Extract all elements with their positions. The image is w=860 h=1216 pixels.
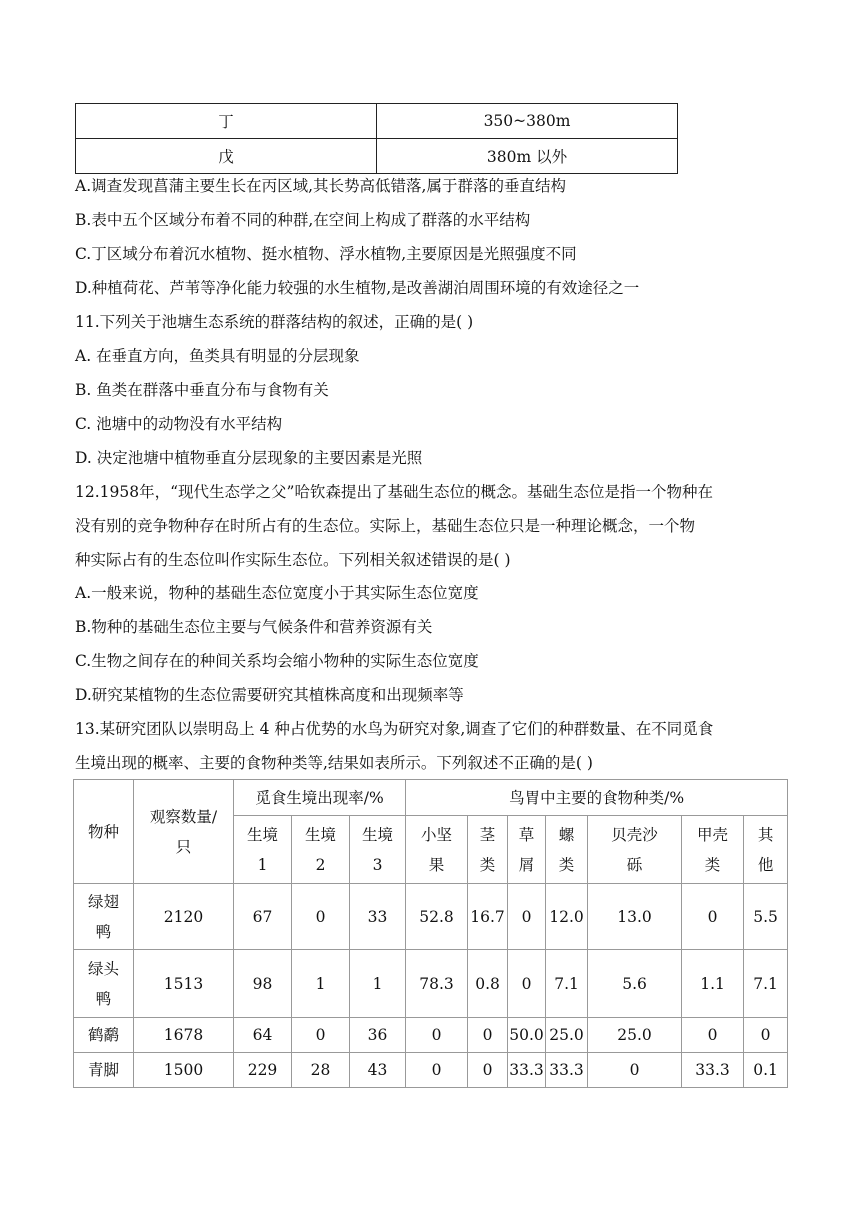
habitat-cell: 0 [292, 1018, 350, 1053]
range-cell: 380m 以外 [377, 139, 678, 174]
question-13-line-2: 生境出现的概率、主要的食物种类等,结果如表所示。下列叙述不正确的是( ) [75, 754, 593, 772]
food-cell: 7.1 [546, 950, 588, 1018]
habitat-cell: 67 [234, 884, 292, 950]
option-a-q12: A.一般来说，物种的基础生态位宽度小于其实际生态位宽度 [75, 584, 479, 602]
table-row [76, 104, 678, 139]
header-food-group: 鸟胃中主要的食物种类/% [406, 780, 788, 816]
food-cell: 0 [508, 884, 546, 950]
food-cell: 5.6 [588, 950, 682, 1018]
habitat-cell: 43 [350, 1053, 406, 1088]
food-cell: 52.8 [406, 884, 468, 950]
option-b-q12: B.物种的基础生态位主要与气候条件和营养资源有关 [75, 618, 433, 636]
header-food: 甲壳类 [682, 816, 744, 884]
food-cell: 0 [744, 1018, 788, 1053]
region-cell: 戊 [76, 139, 377, 174]
waterbird-table [73, 779, 788, 1088]
habitat-cell: 229 [234, 1053, 292, 1088]
question-13-line-1: 13.某研究团队以崇明岛上 4 种占优势的水鸟为研究对象,调查了它们的种群数量、在不同觅食 [75, 720, 714, 738]
count-cell: 2120 [134, 884, 234, 950]
header-food: 贝壳沙砾 [588, 816, 682, 884]
food-cell: 7.1 [744, 950, 788, 1018]
question-12-line-2: 没有别的竞争物种存在时所占有的生态位。实际上，基础生态位只是一种理论概念，一个物 [75, 517, 696, 535]
food-cell: 50.0 [508, 1018, 546, 1053]
table-row [74, 950, 788, 1018]
food-cell: 1.1 [682, 950, 744, 1018]
species-cell: 绿头鸭 [74, 950, 134, 1018]
species-cell: 绿翅鸭 [74, 884, 134, 950]
food-cell: 78.3 [406, 950, 468, 1018]
food-cell: 5.5 [744, 884, 788, 950]
food-cell: 0 [588, 1053, 682, 1088]
option-c-q10: C.丁区域分布着沉水植物、挺水植物、浮水植物,主要原因是光照强度不同 [75, 245, 577, 263]
food-cell: 0 [468, 1053, 508, 1088]
question-12-line-3: 种实际占有的生态位叫作实际生态位。下列相关叙述错误的是( ) [75, 551, 511, 569]
header-habitat: 生境3 [350, 816, 406, 884]
food-cell: 12.0 [546, 884, 588, 950]
option-a-q11: A. 在垂直方向，鱼类具有明显的分层现象 [75, 347, 360, 365]
header-food: 小坚果 [406, 816, 468, 884]
food-cell: 0 [682, 884, 744, 950]
option-b-q11: B. 鱼类在群落中垂直分布与食物有关 [75, 381, 329, 399]
food-cell: 0.1 [744, 1053, 788, 1088]
food-cell: 0 [406, 1018, 468, 1053]
table-header-row [74, 780, 788, 816]
region-cell: 丁 [76, 104, 377, 139]
species-cell: 鹤鹬 [74, 1018, 134, 1053]
table-row [76, 139, 678, 174]
header-food: 茎类 [468, 816, 508, 884]
food-cell: 0 [508, 950, 546, 1018]
food-cell: 0 [468, 1018, 508, 1053]
food-cell: 33.3 [546, 1053, 588, 1088]
range-cell: 350~380m [377, 104, 678, 139]
header-habitat: 生境2 [292, 816, 350, 884]
food-cell: 16.7 [468, 884, 508, 950]
header-food: 草屑 [508, 816, 546, 884]
food-cell: 0 [406, 1053, 468, 1088]
habitat-cell: 98 [234, 950, 292, 1018]
count-cell: 1513 [134, 950, 234, 1018]
food-cell: 25.0 [546, 1018, 588, 1053]
option-c-q11: C. 池塘中的动物没有水平结构 [75, 415, 283, 433]
header-species: 物种 [74, 780, 134, 884]
habitat-cell: 28 [292, 1053, 350, 1088]
option-d-q10: D.种植荷花、芦苇等净化能力较强的水生植物,是改善湖泊周围环境的有效途径之一 [75, 279, 640, 297]
food-cell: 25.0 [588, 1018, 682, 1053]
header-habitat-group: 觅食生境出现率/% [234, 780, 406, 816]
table-row [74, 1053, 788, 1088]
species-cell: 青脚 [74, 1053, 134, 1088]
count-cell: 1500 [134, 1053, 234, 1088]
habitat-cell: 64 [234, 1018, 292, 1053]
habitat-cell: 0 [292, 884, 350, 950]
habitat-cell: 1 [292, 950, 350, 1018]
table-row [74, 884, 788, 950]
header-food: 螺类 [546, 816, 588, 884]
header-food: 其他 [744, 816, 788, 884]
option-b-q10: B.表中五个区域分布着不同的种群,在空间上构成了群落的水平结构 [75, 211, 531, 229]
option-a-q10: A.调查发现菖蒲主要生长在丙区域,其长势高低错落,属于群落的垂直结构 [75, 177, 566, 195]
region-table [75, 103, 678, 174]
option-c-q12: C.生物之间存在的种间关系均会缩小物种的实际生态位宽度 [75, 652, 479, 670]
question-11: 11.下列关于池塘生态系统的群落结构的叙述，正确的是( ) [75, 313, 474, 331]
habitat-cell: 1 [350, 950, 406, 1018]
header-habitat: 生境1 [234, 816, 292, 884]
table-row [74, 1018, 788, 1053]
option-d-q12: D.研究某植物的生态位需要研究其植株高度和出现频率等 [75, 686, 464, 704]
food-cell: 13.0 [588, 884, 682, 950]
count-cell: 1678 [134, 1018, 234, 1053]
food-cell: 33.3 [508, 1053, 546, 1088]
habitat-cell: 36 [350, 1018, 406, 1053]
question-12-line-1: 12.1958年，“现代生态学之父”哈钦森提出了基础生态位的概念。基础生态位是指一个物种在 [75, 483, 713, 501]
header-count: 观察数量/只 [134, 780, 234, 884]
habitat-cell: 33 [350, 884, 406, 950]
food-cell: 0.8 [468, 950, 508, 1018]
option-d-q11: D. 决定池塘中植物垂直分层现象的主要因素是光照 [75, 449, 423, 467]
food-cell: 33.3 [682, 1053, 744, 1088]
food-cell: 0 [682, 1018, 744, 1053]
